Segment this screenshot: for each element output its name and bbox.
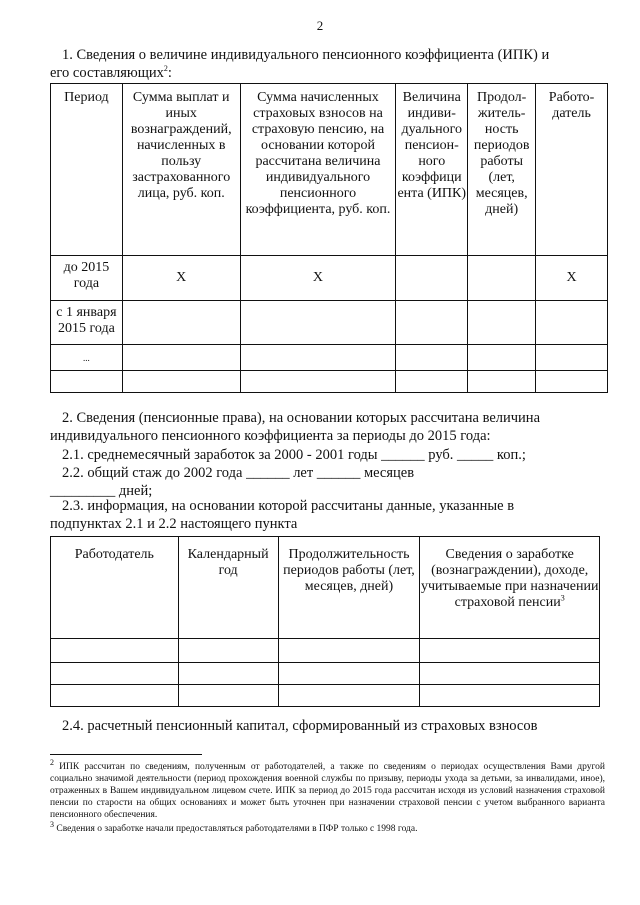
table-cell: с 1 января 2015 года (51, 301, 123, 345)
table-cell (178, 663, 278, 685)
item-2-2-line1: 2.2. общий стаж до 2002 года ______ лет ______ месяцев (62, 465, 415, 481)
table-cell (278, 685, 420, 707)
table-cell (396, 256, 468, 301)
section1-heading-line2: его составляющих$^2$: (50, 64, 172, 81)
table-cell: Х (122, 256, 240, 301)
table-cell (468, 345, 536, 371)
table-cell (278, 639, 420, 663)
section1-heading-line1: 1. Сведения о величине индивидуального пенсионного коэффициента (ИПК) и (62, 47, 550, 63)
table-cell (51, 663, 179, 685)
table-cell (122, 371, 240, 393)
table-cell (468, 371, 536, 393)
ipk-col-contributions: Сумма начисленных страховых взносов на страховую пенсию, на основании которой рассчитана величина индивидуального пенсионного коэффициента, руб. коп. (240, 84, 396, 256)
ipk-col-ipk: Величина индиви-дуального пенсион-ного коэффици ента (ИПК) (396, 84, 468, 256)
earnings-col-year: Календарный год (178, 537, 278, 639)
footnote-2: $^2$ ИПК рассчитан по сведениям, полученным от работодателей, а также по сведениям о периодах осуществления Вами другой социально значимой деятельности (период прохождения военной службы по призыву, периоды ухода за детьми, за инвалидами, иное), отраженных в Вашем индивидуальном лицевом счете. ИПК за период до 2015 года рассчитан исходя из условий назначения страховой пенсии по старости на общих основаниях и может быть уточнен при назначении страховой пенсии с учетом выбранного варианта пенсионного обеспечения. (50, 757, 606, 820)
ipk-table-header (51, 84, 608, 256)
earnings-col-duration: Продолжительность периодов работы (лет, месяцев, дней) (278, 537, 420, 639)
table-cell (178, 639, 278, 663)
table-cell (468, 301, 536, 345)
table-cell (420, 663, 600, 685)
ipk-col-employer: Работо-датель (536, 84, 608, 256)
table-row (51, 639, 600, 663)
table-row (51, 256, 608, 301)
table-row (51, 663, 600, 685)
footnote-ref-3: 3 (560, 593, 565, 603)
table-cell (51, 639, 179, 663)
item-2-3-line1: 2.3. информация, на основании которой рассчитаны данные, указанные в (62, 498, 515, 514)
table-cell: ... (51, 345, 123, 371)
table-cell (51, 685, 179, 707)
ipk-col-payments: Сумма выплат и иных вознаграждений, начисленных в пользу застрахованного лица, руб. коп. (122, 84, 240, 256)
page-number: 2 (316, 18, 324, 33)
ipk-col-period: Период (51, 84, 123, 256)
footnote-ref-2: 2 (163, 64, 168, 74)
earnings-table-header (51, 537, 600, 639)
table-cell: до 2015 года (51, 256, 123, 301)
table-cell: Х (240, 256, 396, 301)
table-cell (396, 345, 468, 371)
table-cell (240, 345, 396, 371)
table-cell (420, 685, 600, 707)
table-cell (278, 663, 420, 685)
earnings-col-income: Сведения о заработке (вознаграждении), доходе, учитываемые при назначении страховой пенсии$^3$ (420, 537, 600, 639)
ipk-col-duration: Продол-житель-ность периодов работы (лет, месяцев, дней) (468, 84, 536, 256)
table-row (51, 345, 608, 371)
table-cell (240, 301, 396, 345)
table-cell (240, 371, 396, 393)
section2-heading-line1: 2. Сведения (пенсионные права), на основании которых рассчитана величина (62, 410, 541, 426)
item-2-3-line2: подпунктах 2.1 и 2.2 настоящего пункта (50, 516, 298, 532)
item-2-1: 2.1. среднемесячный заработок за 2000 - 2001 годы ______ руб. _____ коп.; (62, 447, 526, 463)
table-cell (396, 371, 468, 393)
table-cell (178, 685, 278, 707)
section2-heading-line2: индивидуального пенсионного коэффициента за периоды до 2015 года: (50, 428, 491, 444)
table-cell (420, 639, 600, 663)
table-cell (536, 301, 608, 345)
table-cell: Х (536, 256, 608, 301)
footnote-divider (50, 754, 202, 755)
item-2-2-line2: _________ дней; (50, 483, 153, 499)
table-cell (536, 371, 608, 393)
table-row (51, 685, 600, 707)
table-row (51, 371, 608, 393)
earnings-col-employer: Работодатель (51, 537, 179, 639)
footnote-3: $^3$ Сведения о заработке начали предоставляться работодателями в ПФР только с 1998 года. (50, 819, 418, 834)
table-row (51, 301, 608, 345)
table-cell (536, 345, 608, 371)
item-2-4: 2.4. расчетный пенсионный капитал, сформированный из страховых взносов (62, 718, 538, 734)
ipk-table (50, 83, 608, 393)
table-cell (396, 301, 468, 345)
table-cell (468, 256, 536, 301)
table-cell (122, 345, 240, 371)
table-cell (51, 371, 123, 393)
table-cell (122, 301, 240, 345)
earnings-table (50, 536, 600, 707)
